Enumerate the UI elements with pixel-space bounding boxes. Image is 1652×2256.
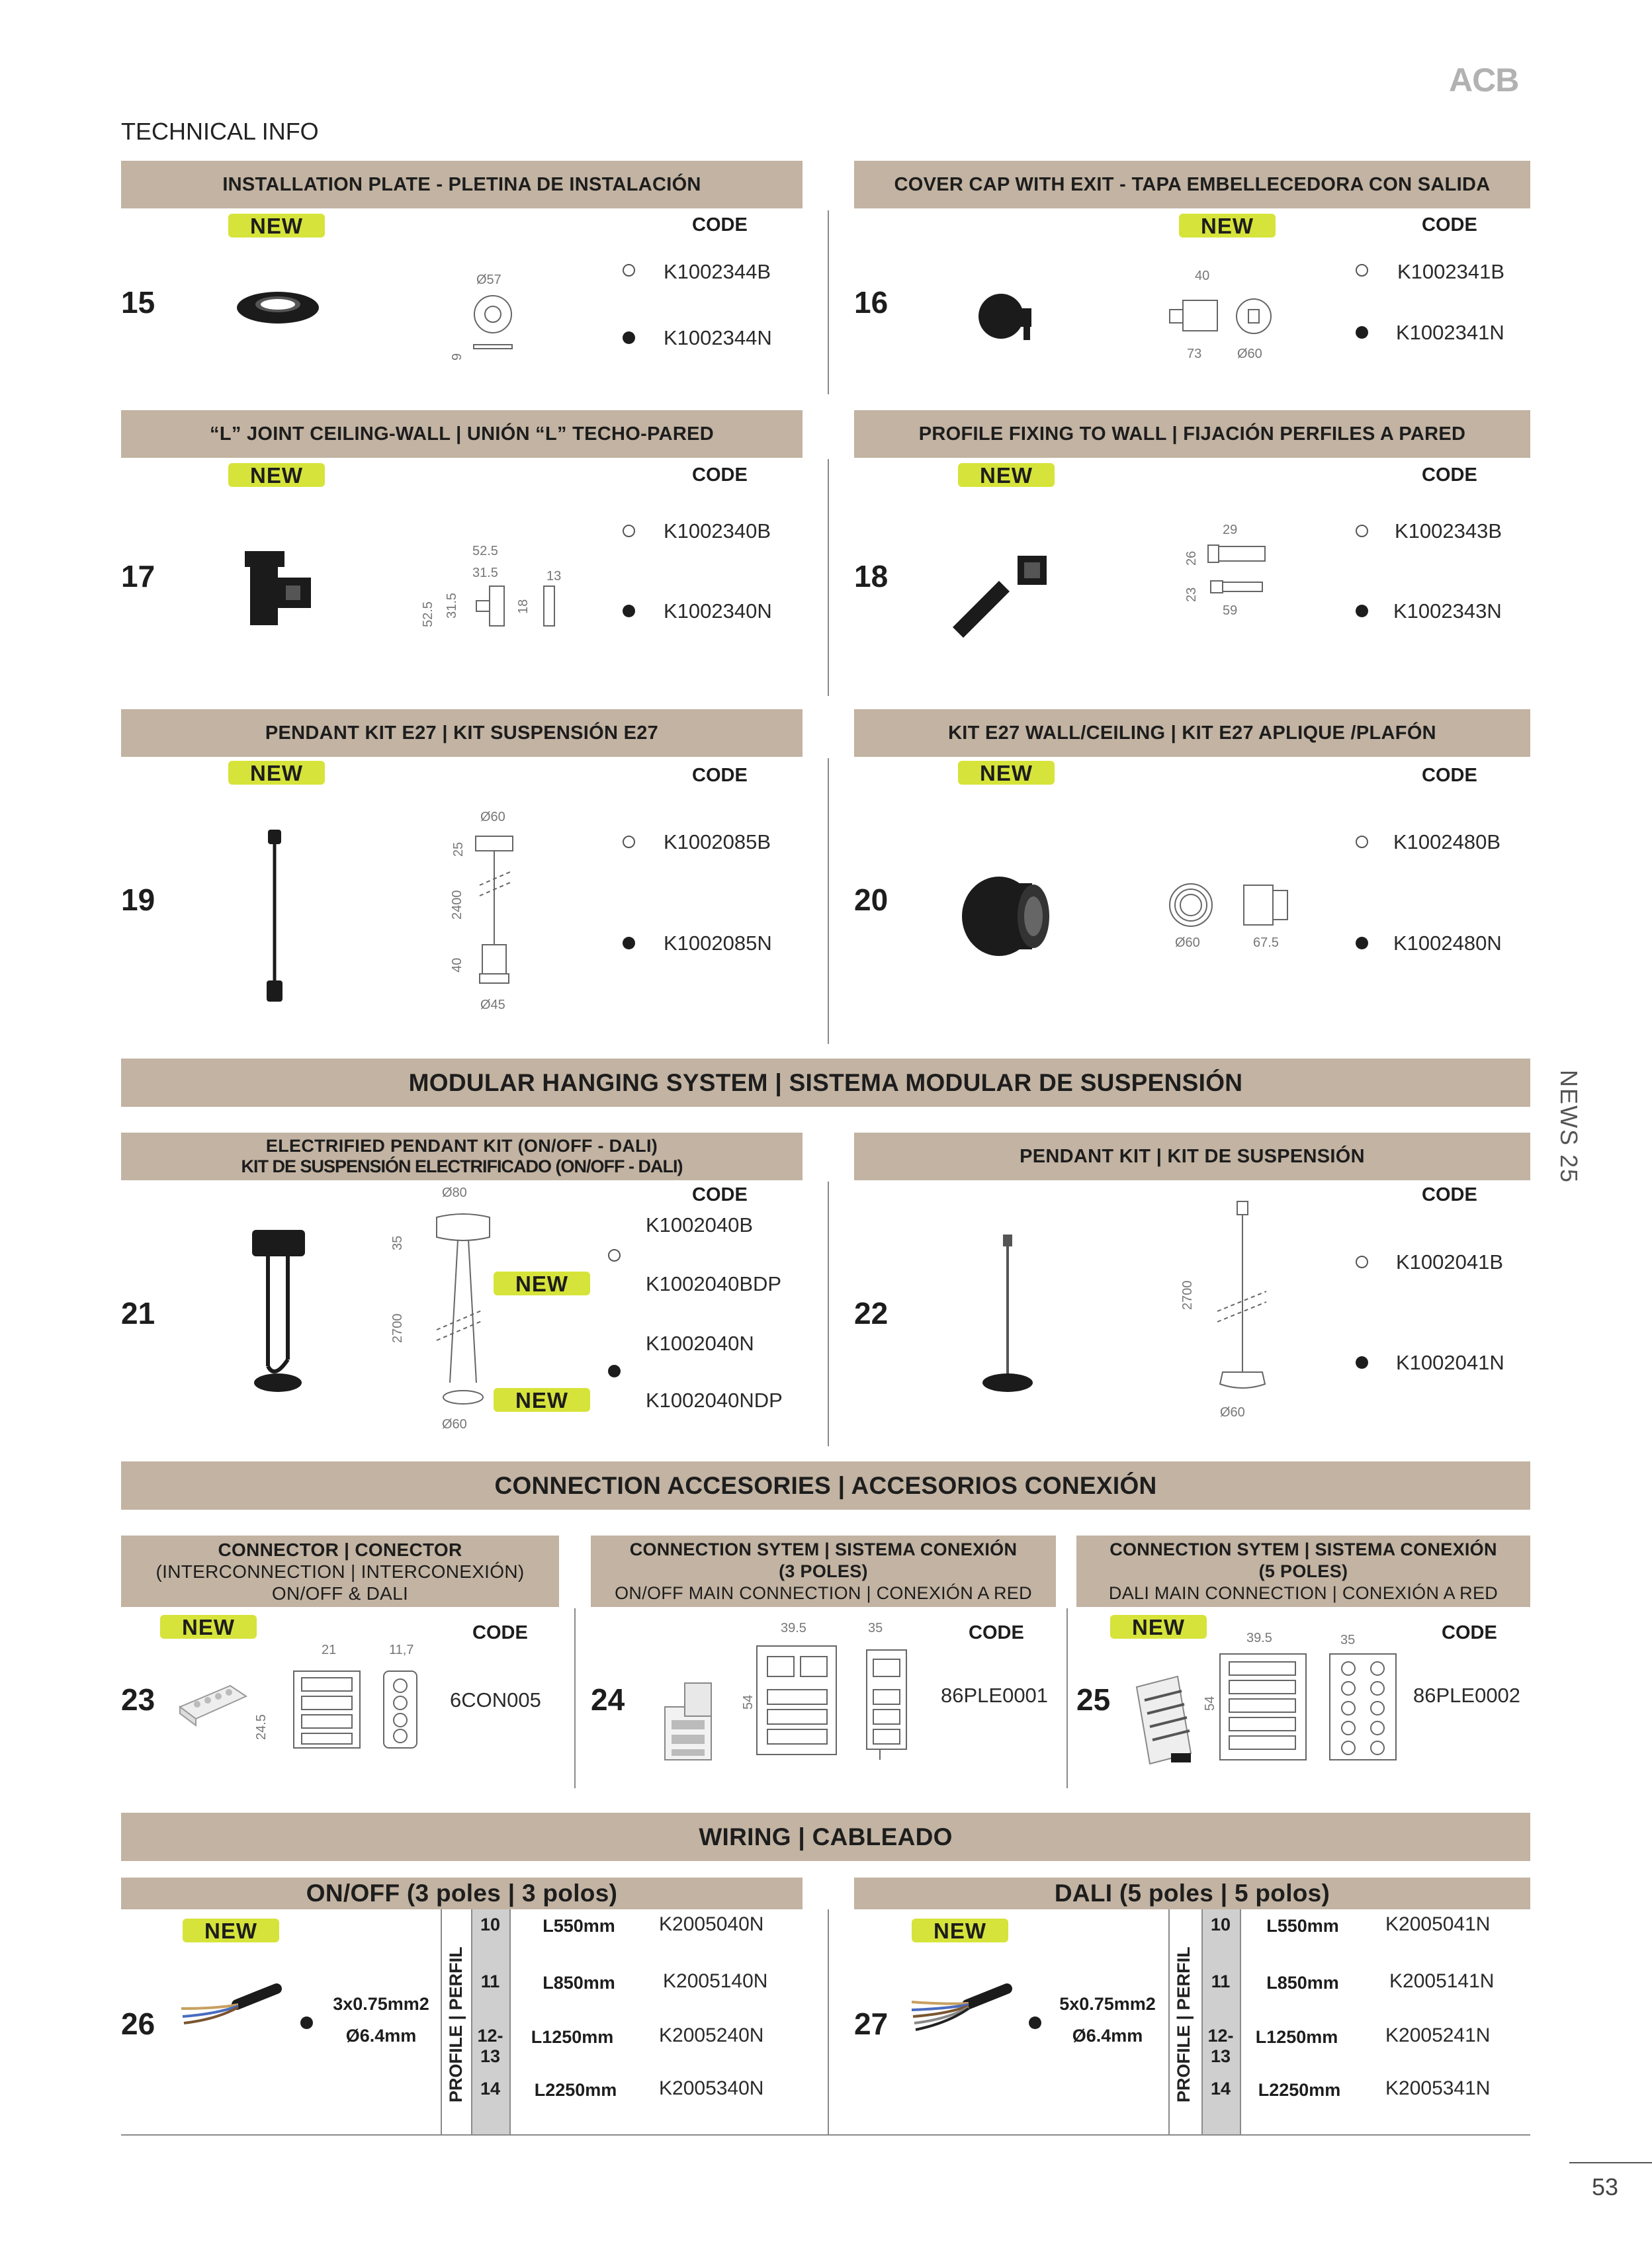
l-joint-image [245,546,318,632]
code-header: CODE [969,1622,1024,1643]
cover-cap-drawing [1164,291,1283,344]
title-line: ELECTRIFIED PENDANT KIT (ON/OFF - DALI) [265,1136,658,1156]
cable-5-wire-image [908,1982,1014,2035]
profile-number: 12-13 [1207,2026,1234,2066]
new-badge: NEW [958,761,1055,785]
product-code: K1002041B [1396,1250,1504,1274]
black-finish-dot [300,2017,313,2029]
cable-length: L2250mm [1258,2080,1341,2100]
cable-length: L2250mm [534,2080,617,2100]
title-25 [1076,1536,1530,1607]
cable-code: K2005141N [1389,1970,1495,1992]
product-number: 18 [854,559,889,593]
section-connection: CONNECTION ACCESORIES | ACCESORIOS CONEXIÓN [121,1461,1530,1510]
connector-drawing [291,1667,423,1753]
product-code: K1002343N [1393,599,1502,623]
section-wiring: WIRING | CABLEADO [121,1813,1530,1861]
black-finish-dot [623,331,635,344]
product-code: K1002341N [1396,321,1504,344]
dim-label: 29 [1223,523,1238,537]
product-code: K1002040BDP [646,1272,782,1295]
product-code: K1002344B [664,260,771,283]
connector-image [177,1680,250,1727]
pendant-kit-e27-image [261,827,288,1006]
title-22: PENDANT KIT | KIT DE SUSPENSIÓN [854,1133,1530,1180]
cable-code: K2005241N [1385,2024,1491,2046]
table-divider [441,1909,442,2134]
code-header: CODE [692,464,748,486]
title-line: CONNECTOR | CONECTOR [218,1539,462,1560]
cover-cap-image [976,291,1049,344]
profile-label: PROFILE | PERFIL [1174,1946,1194,2103]
pendant-kit-drawing [1211,1199,1277,1404]
cable-spec: Ø6.4mm [345,2026,417,2046]
new-badge: NEW [494,1272,590,1295]
dim-label: Ø60 [1175,935,1200,950]
cable-length: L850mm [1266,1973,1339,1993]
code-header: CODE [1422,1184,1477,1205]
title-line: (INTERCONNECTION | INTERCONEXIÓN) [155,1561,525,1582]
dim-label: 67.5 [1253,935,1279,950]
product-code: K1002040N [646,1332,754,1355]
white-finish-dot [608,1249,621,1262]
title-23 [121,1536,559,1607]
profile-number: 10 [480,1915,501,1934]
connection-5p-drawing [1217,1650,1403,1769]
black-finish-dot [623,937,635,949]
pendant-kit-image [979,1232,1039,1397]
title-line: ON/OFF & DALI [271,1583,409,1604]
profile-label: PROFILE | PERFIL [446,1946,466,2103]
title-15: INSTALLATION PLATE - PLETINA DE INSTALACIÓN [121,161,803,208]
product-code: K1002343B [1395,519,1502,542]
title-line: DALI MAIN CONNECTION | CONEXIÓN A RED [1108,1583,1499,1603]
dim-label: 11,7 [389,1643,414,1657]
page-number: 53 [1592,2173,1619,2200]
product-number: 20 [854,883,889,917]
cable-3-wire-image [177,1982,283,2035]
title-18: PROFILE FIXING TO WALL | FIJACIÓN PERFILES A PARED [854,410,1530,458]
dim-label: 31.5 [472,566,498,580]
dim-label: 2700 [390,1313,405,1343]
dim-label: Ø60 [442,1417,467,1432]
new-badge: NEW [1179,214,1276,238]
product-number: 21 [121,1296,155,1330]
code-header: CODE [1422,214,1477,236]
product-code: K1002340B [664,519,771,542]
product-number: 27 [854,2007,889,2041]
title-line: KIT DE SUSPENSIÓN ELECTRIFICADO (ON/OFF - DALI) [241,1156,683,1176]
black-finish-dot [1029,2017,1041,2029]
white-finish-dot [1356,836,1368,848]
installation-plate-drawing [470,294,516,354]
brand-logo: ACB [1449,62,1519,99]
section-label: TECHNICAL INFO [121,118,319,145]
title-17: “L” JOINT CEILING-WALL | UNIÓN “L” TECHO-PARED [121,410,803,458]
cable-spec: Ø6.4mm [1072,2026,1143,2046]
kit-e27-wall-drawing [1164,880,1297,933]
dim-label: 54 [1203,1696,1217,1711]
electrified-pendant-image [248,1227,321,1399]
column-divider [828,758,829,1044]
pendant-kit-e27-drawing [473,832,526,991]
product-code: K1002040NDP [646,1389,783,1412]
title-line: ON/OFF MAIN CONNECTION | CONEXIÓN A RED [615,1583,1032,1603]
cable-code: K2005041N [1385,1913,1491,1935]
column-divider [828,210,829,394]
cable-code: K2005340N [659,2077,764,2099]
dim-label: 52.5 [421,601,435,627]
cable-code: K2005040N [659,1913,764,1935]
code-header: CODE [1422,765,1477,786]
product-code: 86PLE0001 [941,1684,1049,1707]
product-number: 23 [121,1682,155,1717]
code-header: CODE [692,214,748,236]
title-line: CONNECTION SYTEM | SISTEMA CONEXIÓN [1109,1539,1497,1559]
product-number: 17 [121,559,155,593]
connection-5p-image [1131,1674,1197,1766]
dim-label: 9 [450,353,464,361]
white-finish-dot [1356,525,1368,537]
black-finish-dot [1356,937,1368,949]
title-line: (5 POLES) [1258,1561,1348,1581]
dim-label: 59 [1223,603,1238,618]
dim-label: 73 [1187,347,1202,361]
bottom-rule [121,2134,1530,2136]
product-number: 25 [1076,1682,1111,1717]
table-divider [471,1909,472,2134]
white-finish-dot [623,836,635,848]
dim-label: 21 [322,1643,337,1657]
product-code: K1002085N [664,932,772,955]
title-19: PENDANT KIT E27 | KIT SUSPENSIÓN E27 [121,709,803,757]
title-24 [591,1536,1056,1607]
product-code: K1002340N [664,599,772,623]
code-header: CODE [692,765,748,786]
connection-3p-drawing [754,1643,926,1762]
black-finish-dot [623,605,635,617]
title-line: (3 POLES) [779,1561,868,1581]
dim-label: 26 [1184,550,1199,566]
black-finish-dot [1356,1356,1368,1369]
product-code: K1002341B [1397,260,1505,283]
profile-number: 14 [1210,2079,1231,2099]
profile-number: 12-13 [477,2026,503,2066]
cable-length: L1250mm [531,2027,614,2047]
white-finish-dot [1356,264,1368,277]
product-code: K1002344N [664,326,772,349]
cable-length: L550mm [543,1916,615,1936]
new-badge: NEW [912,1919,1008,1942]
profile-number: 11 [1211,1972,1231,1991]
wiring-header-onoff: ON/OFF (3 poles | 3 polos) [121,1878,803,1909]
dim-label: 39.5 [781,1621,806,1635]
dim-label: 35 [868,1621,883,1635]
dim-label: 40 [1195,269,1210,283]
dim-label: 2700 [1180,1280,1195,1310]
title-20: KIT E27 WALL/CEILING | KIT E27 APLIQUE /PLAFÓN [854,709,1530,757]
profile-number: 10 [1210,1915,1231,1934]
profile-column [1201,1909,1240,2134]
product-number: 24 [591,1682,625,1717]
product-code: 6CON005 [450,1688,541,1712]
dim-label: 52.5 [472,544,498,558]
title-21 [121,1133,803,1180]
product-code: K1002480N [1393,932,1502,955]
connection-3p-image [658,1680,724,1766]
new-badge: NEW [494,1388,590,1412]
dim-label: Ø80 [442,1186,467,1200]
dim-label: 31.5 [445,593,459,619]
cable-length: L850mm [543,1973,615,1993]
code-header: CODE [472,1622,528,1643]
dim-label: 35 [390,1235,405,1250]
product-number: 15 [121,285,155,320]
profile-number: 11 [480,1972,500,1991]
table-divider [1168,1909,1170,2134]
cable-length: L1250mm [1255,2027,1338,2047]
column-divider [828,459,829,696]
dim-label: 39.5 [1246,1631,1272,1645]
cable-spec: 5x0.75mm2 [1059,1994,1156,2014]
column-divider [574,1608,576,1788]
product-number: 19 [121,883,155,917]
dim-label: 2400 [450,890,464,920]
dim-label: 25 [451,842,466,857]
dim-label: 13 [546,569,562,584]
product-code: 86PLE0002 [1413,1684,1521,1707]
product-code: K1002480B [1393,830,1501,853]
dim-label: Ø60 [480,810,505,824]
new-badge: NEW [160,1615,257,1639]
cable-length: L550mm [1266,1916,1339,1936]
side-label: NEWS 25 [1555,1070,1583,1184]
table-divider [1240,1909,1241,2134]
code-header: CODE [692,1184,748,1205]
dim-label: 24.5 [254,1714,269,1740]
product-number: 22 [854,1296,889,1330]
page-number-rule [1569,2162,1652,2163]
title-line: CONNECTION SYTEM | SISTEMA CONEXIÓN [629,1539,1018,1559]
table-divider [509,1909,511,2134]
dim-label: 18 [516,599,531,614]
column-divider [828,1909,829,2134]
cable-code: K2005341N [1385,2077,1491,2099]
cable-code: K2005140N [663,1970,768,1992]
product-code: K1002041N [1396,1351,1504,1374]
installation-plate-image [235,288,321,327]
cable-spec: 3x0.75mm2 [333,1994,429,2014]
product-code: K1002040B [646,1213,754,1236]
white-finish-dot [1356,1256,1368,1268]
white-finish-dot [623,525,635,537]
profile-fixing-image [953,549,1059,642]
table-divider [1201,1909,1203,2134]
profile-fixing-drawing [1204,541,1270,607]
profile-column [471,1909,509,2134]
code-header: CODE [1442,1622,1497,1643]
dim-label: Ø60 [1237,347,1262,361]
section-modular: MODULAR HANGING SYSTEM | SISTEMA MODULAR DE SUSPENSIÓN [121,1059,1530,1107]
white-finish-dot [623,264,635,277]
cable-code: K2005240N [659,2024,764,2046]
electrified-pendant-drawing [430,1211,496,1409]
dim-label: Ø60 [1220,1405,1245,1420]
new-badge: NEW [228,761,325,785]
black-finish-dot [608,1365,621,1377]
column-divider [828,1182,829,1446]
profile-number: 14 [480,2079,501,2099]
dim-label: 40 [450,957,464,973]
column-divider [1066,1608,1068,1788]
new-badge: NEW [228,214,325,238]
new-badge: NEW [183,1919,279,1942]
new-badge: NEW [958,463,1055,487]
title-16: COVER CAP WITH EXIT - TAPA EMBELLECEDORA CON SALIDA [854,161,1530,208]
new-badge: NEW [1110,1615,1207,1639]
dim-label: 23 [1184,587,1199,602]
dim-label: 35 [1340,1633,1356,1647]
wiring-header-dali: DALI (5 poles | 5 polos) [854,1878,1530,1909]
product-code: K1002085B [664,830,771,853]
product-number: 26 [121,2007,155,2041]
code-header: CODE [1422,464,1477,486]
dim-label: Ø57 [476,273,501,287]
black-finish-dot [1356,605,1368,617]
black-finish-dot [1356,326,1368,339]
kit-e27-wall-image [959,870,1059,963]
new-badge: NEW [228,463,325,487]
dim-label: Ø45 [480,998,505,1012]
product-number: 16 [854,285,889,320]
dim-label: 54 [741,1694,756,1710]
